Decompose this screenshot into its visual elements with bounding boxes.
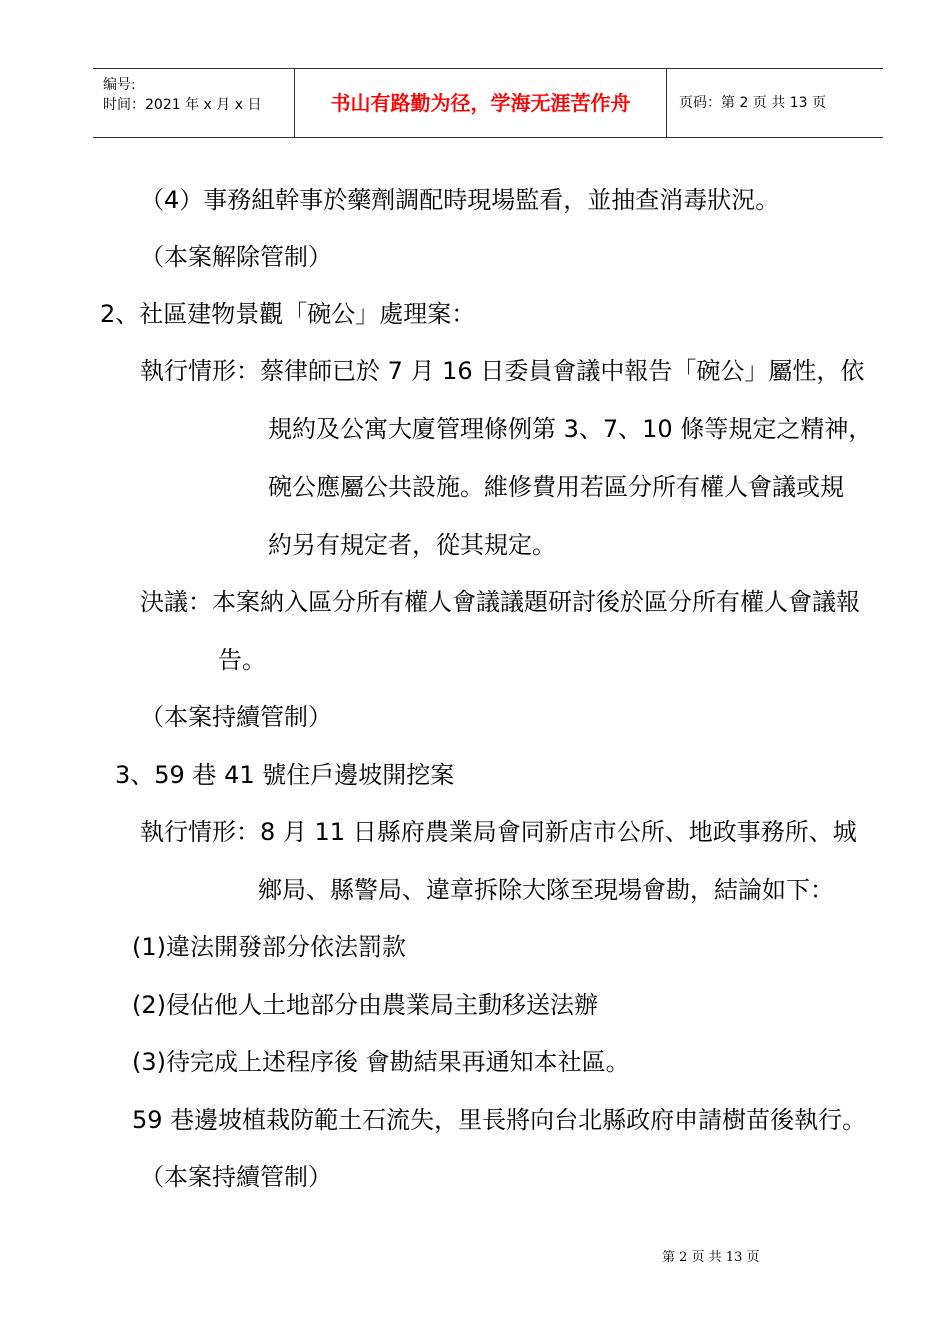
text-line: 決議：本案納入區分所有權人會議議題研討後於區分所有權人會議報 (140, 588, 860, 616)
text-line: 告。 (218, 646, 266, 674)
text-line: (1)違法開發部分依法罰款 (132, 933, 406, 961)
text-line: 執行情形：蔡律師已於 7 月 16 日委員會議中報告「碗公」屬性，依 (140, 357, 865, 385)
section-heading: 2、社區建物景觀「碗公」處理案： (100, 300, 476, 328)
header-motto: 书山有路勤为径，学海无涯苦作舟 (295, 69, 667, 137)
text-line: 規約及公寓大廈管理條例第 3、7、10 條等規定之精神， (268, 415, 873, 443)
text-line: （4）事務組幹事於藥劑調配時現場監看，並抽查消毒狀況。 (140, 186, 780, 214)
text-line: 約另有規定者，從其規定。 (268, 531, 556, 559)
page-header (93, 68, 883, 138)
text-line: (3)待完成上述程序後 會勘結果再通知本社區。 (132, 1048, 630, 1076)
section-heading: 3、59 巷 41 號住戶邊坡開挖案 (115, 761, 455, 789)
page-footer: 第 2 页 共 13 页 (662, 1250, 760, 1265)
text-line: 59 巷邊坡植栽防範土石流失，里長將向台北縣政府申請樹苗後執行。 (132, 1106, 867, 1134)
header-meta-cell (93, 69, 295, 137)
text-line: （本案解除管制） (140, 243, 332, 271)
header-page-info: 页码：第 2 页 共 13 页 (679, 95, 826, 111)
text-line: （本案持續管制） (140, 1163, 332, 1191)
text-line: 鄉局、縣警局、違章拆除大隊至現場會勘，結論如下： (258, 876, 834, 904)
text-line: 執行情形：8 月 11 日縣府農業局會同新店市公所、地政事務所、城 (140, 818, 857, 846)
text-line: (2)侵佔他人土地部分由農業局主動移送法辦 (132, 991, 598, 1019)
text-line: （本案持續管制） (140, 703, 332, 731)
text-line: 碗公應屬公共設施。維修費用若區分所有權人會議或規 (268, 473, 844, 501)
code-label: 编号: (103, 77, 136, 93)
time-label: 时间：2021 年 x 月 x 日 (103, 97, 262, 113)
